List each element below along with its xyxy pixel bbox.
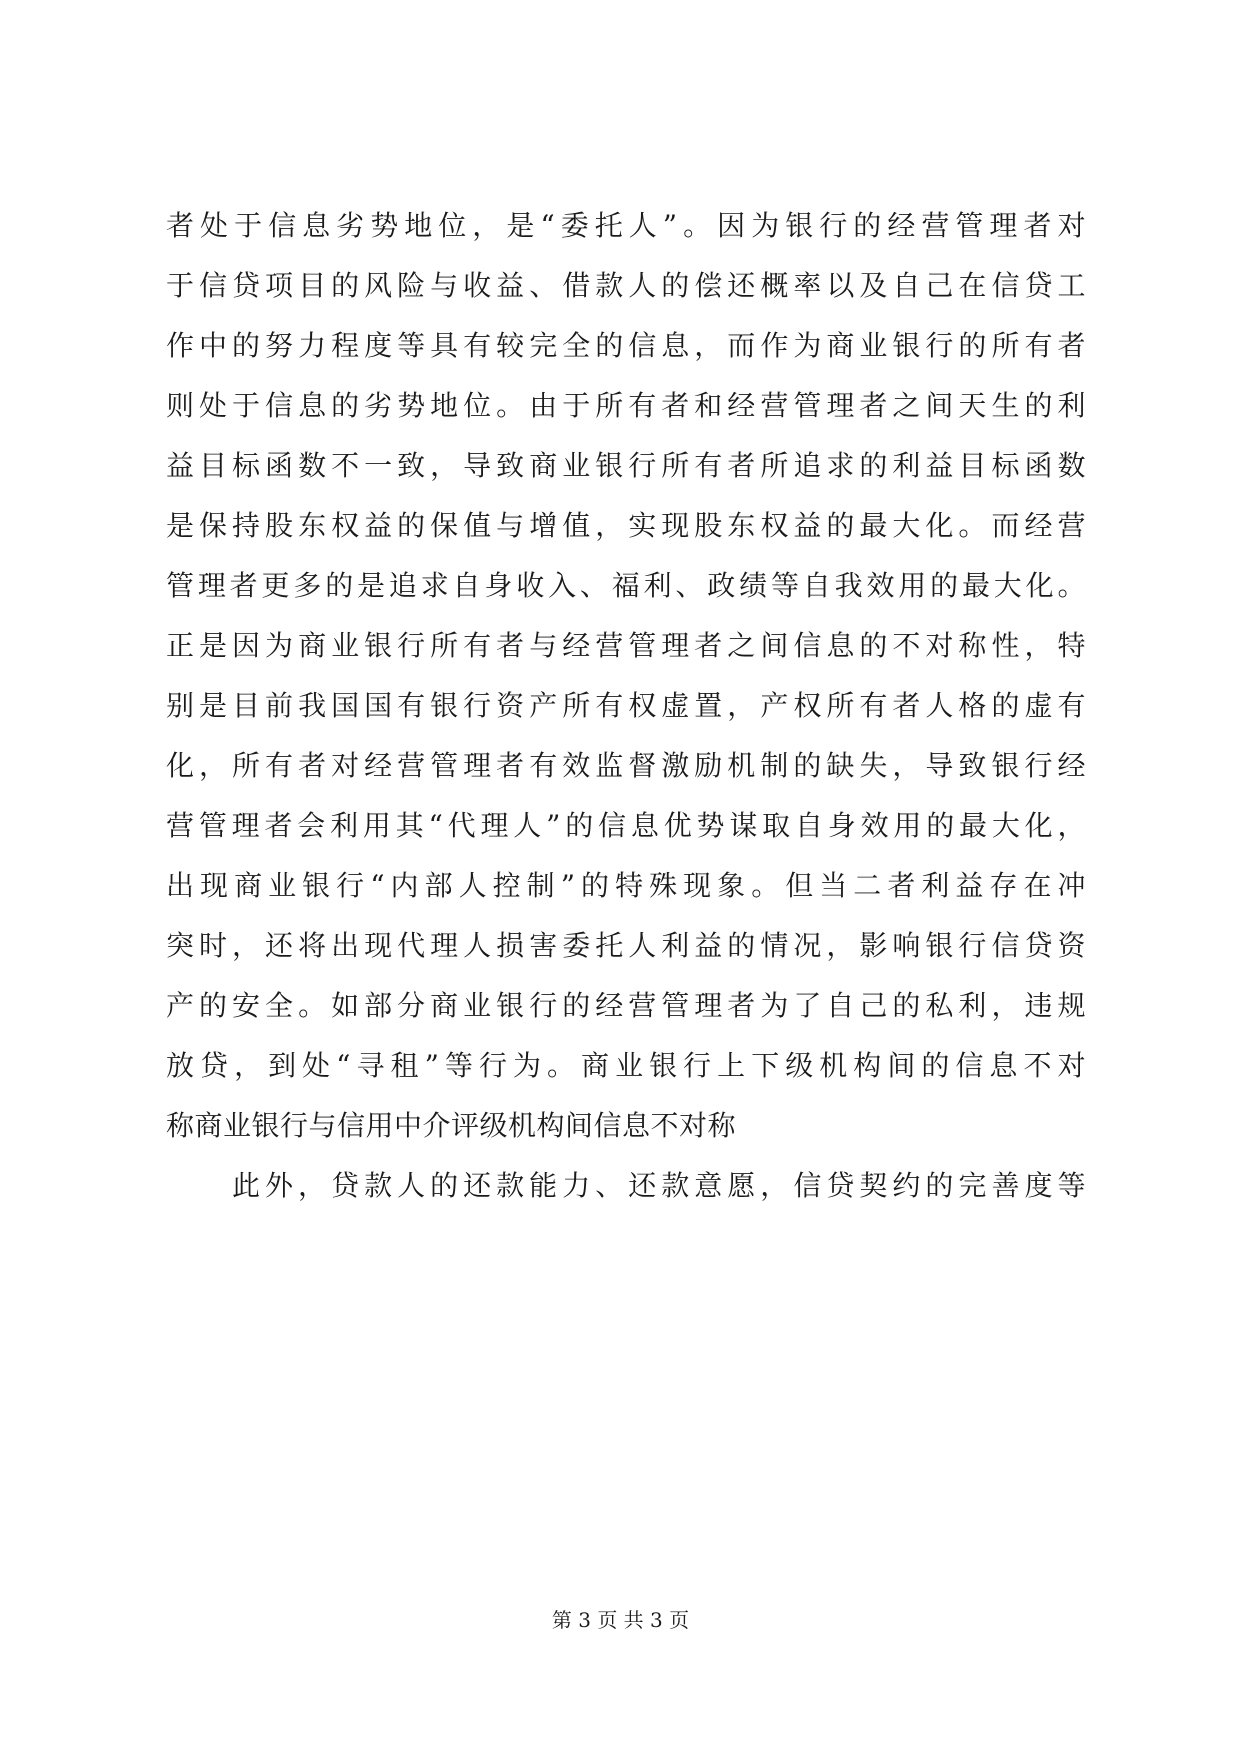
text-line: 放贷，到处“寻租”等行为。商业银行上下级机构间的信息不对 bbox=[166, 1049, 1086, 1082]
text-line: 出现商业银行“内部人控制”的特殊现象。但当二者利益存在冲 bbox=[166, 869, 1086, 902]
page-number-footer: 第 3 页 共 3 页 bbox=[551, 1608, 690, 1632]
text-line: 作中的努力程度等具有较完全的信息，而作为商业银行的所有者 bbox=[166, 329, 1086, 362]
text-line: 此外，贷款人的还款能力、还款意愿，信贷契约的完善度等 bbox=[232, 1169, 1086, 1202]
text-line: 产的安全。如部分商业银行的经营管理者为了自己的私利，违规 bbox=[166, 989, 1086, 1022]
text-line: 营管理者会利用其“代理人”的信息优势谋取自身效用的最大化， bbox=[166, 809, 1086, 842]
text-line: 化，所有者对经营管理者有效监督激励机制的缺失，导致银行经 bbox=[166, 749, 1086, 782]
text-line: 称商业银行与信用中介评级机构间信息不对称 bbox=[166, 1109, 737, 1142]
text-line: 正是因为商业银行所有者与经营管理者之间信息的不对称性，特 bbox=[166, 629, 1086, 662]
text-line: 则处于信息的劣势地位。由于所有者和经营管理者之间天生的利 bbox=[166, 389, 1086, 422]
body-text bbox=[166, 196, 1086, 1216]
text-line: 于信贷项目的风险与收益、借款人的偿还概率以及自己在信贷工 bbox=[166, 269, 1086, 302]
text-line: 管理者更多的是追求自身收入、福利、政绩等自我效用的最大化。 bbox=[166, 569, 1086, 602]
text-line: 者处于信息劣势地位，是“委托人”。因为银行的经营管理者对 bbox=[166, 209, 1086, 242]
text-line: 突时，还将出现代理人损害委托人利益的情况，影响银行信贷资 bbox=[166, 929, 1086, 962]
text-line: 益目标函数不一致，导致商业银行所有者所追求的利益目标函数 bbox=[166, 449, 1086, 482]
text-line: 别是目前我国国有银行资产所有权虚置，产权所有者人格的虚有 bbox=[166, 689, 1086, 722]
text-line: 是保持股东权益的保值与增值，实现股东权益的最大化。而经营 bbox=[166, 509, 1086, 542]
